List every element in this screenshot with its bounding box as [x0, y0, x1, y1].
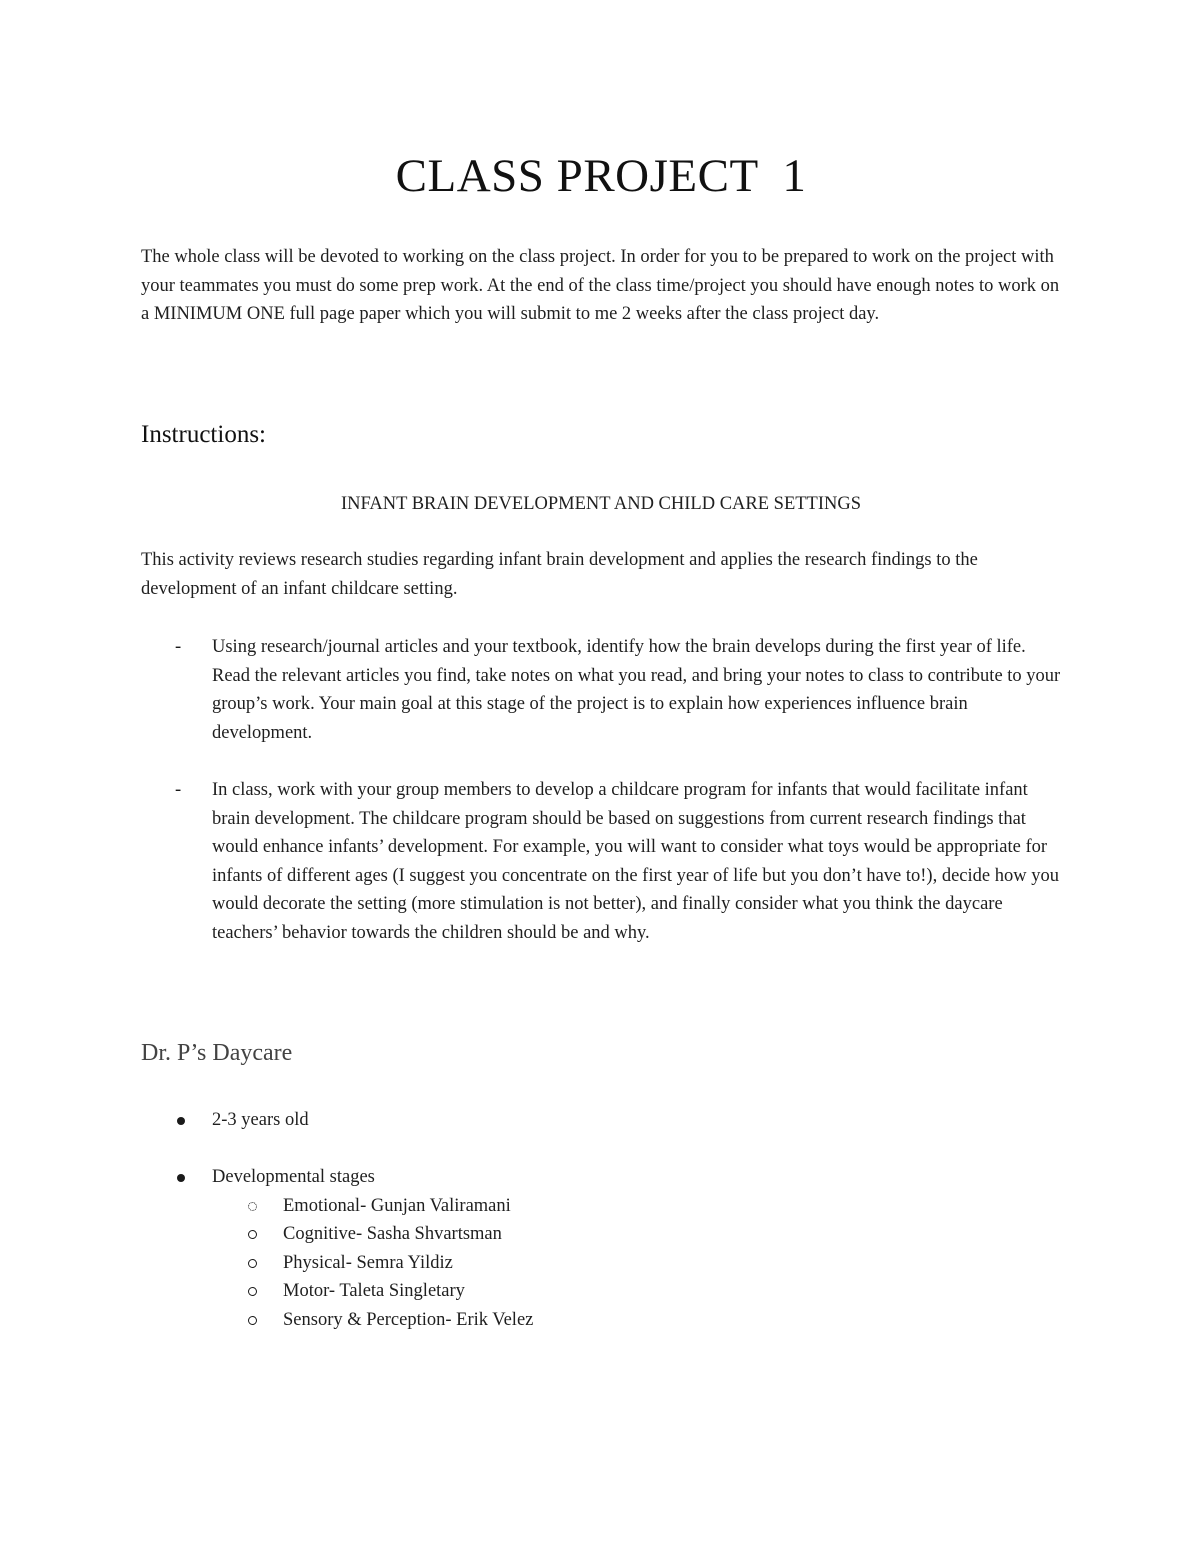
hollow-circle-icon	[248, 1287, 257, 1296]
stage-item	[212, 1192, 1061, 1221]
stage-item-text: Sensory & Perception- Erik Velez	[283, 1309, 534, 1330]
bullet-item	[141, 1163, 1061, 1334]
dash-marker-icon: -	[175, 637, 182, 657]
dash-list-item	[141, 633, 1061, 747]
stage-item	[212, 1277, 1061, 1306]
hollow-circle-icon	[248, 1259, 257, 1268]
stage-item	[212, 1249, 1061, 1278]
hollow-circle-icon	[248, 1316, 257, 1325]
stages-sublist	[212, 1192, 1061, 1335]
stage-item-text: Motor- Taleta Singletary	[283, 1281, 465, 1301]
stage-item-text: Physical- Semra Yildiz	[283, 1252, 453, 1273]
dash-item-text: Using research/journal articles and your textbook, identify how the brain develops during the first year of life. Read the relevant articles you find, take notes on what you read, and bring your notes to class to contribute to your group’s work. Your main goal at this stage of the project is to explain how experiences influence brain development.	[212, 637, 1061, 743]
dash-list-item	[141, 776, 1061, 947]
dash-item-text: In class, work with your group members to develop a childcare program for infants that would facilitate infant brain development. The childcare program should be based on suggestions from current research findings that would enhance infants’ development. For example, you will want to consider what toys would be appropriate for infants of different ages (I suggest you concentrate on the first year of life but you don’t have to!), decide how you would decorate the setting (more stimulation is not better), and finally consider what you think the daycare teachers’ behavior towards the children should be and why.	[212, 780, 1059, 943]
bullet-list	[141, 1106, 1061, 1135]
activity-paragraph: This activity reviews research studies regarding infant brain development and applies the research findings to the development of an infant childcare setting.	[141, 550, 978, 599]
daycare-heading: Dr. P’s Daycare	[141, 1040, 293, 1066]
hollow-circle-icon	[248, 1202, 257, 1211]
bullet-item-text: 2-3 years old	[212, 1110, 309, 1130]
bullet-item	[141, 1106, 1061, 1135]
stage-item	[212, 1220, 1061, 1249]
dash-marker-icon: -	[175, 780, 182, 800]
bullet-list	[141, 1163, 1061, 1334]
stage-item	[212, 1306, 1061, 1335]
intro-paragraph: The whole class will be devoted to working on the class project. In order for you to be prepared to work on the project with your teammates you must do some prep work. At the end of the class time/project you should have enough notes to work on a MINIMUM ONE full page paper which you will submit to me 2 weeks after the class project day.	[141, 247, 1060, 324]
instructions-heading: Instructions:	[141, 421, 266, 448]
dash-list	[141, 633, 1061, 747]
stage-item-text: Cognitive- Sasha Shvartsman	[283, 1224, 502, 1244]
dash-list	[141, 776, 1061, 947]
section-subheading: INFANT BRAIN DEVELOPMENT AND CHILD CARE SETTINGS	[340, 494, 862, 514]
bullet-dot-icon	[177, 1174, 185, 1182]
hollow-circle-icon	[248, 1230, 257, 1239]
stage-item-text: Emotional- Gunjan Valiramani	[283, 1195, 511, 1216]
page-title: CLASS PROJECT 1	[395, 150, 807, 202]
bullet-dot-icon	[177, 1117, 185, 1125]
bullet-item-text: Developmental stages	[212, 1167, 375, 1187]
